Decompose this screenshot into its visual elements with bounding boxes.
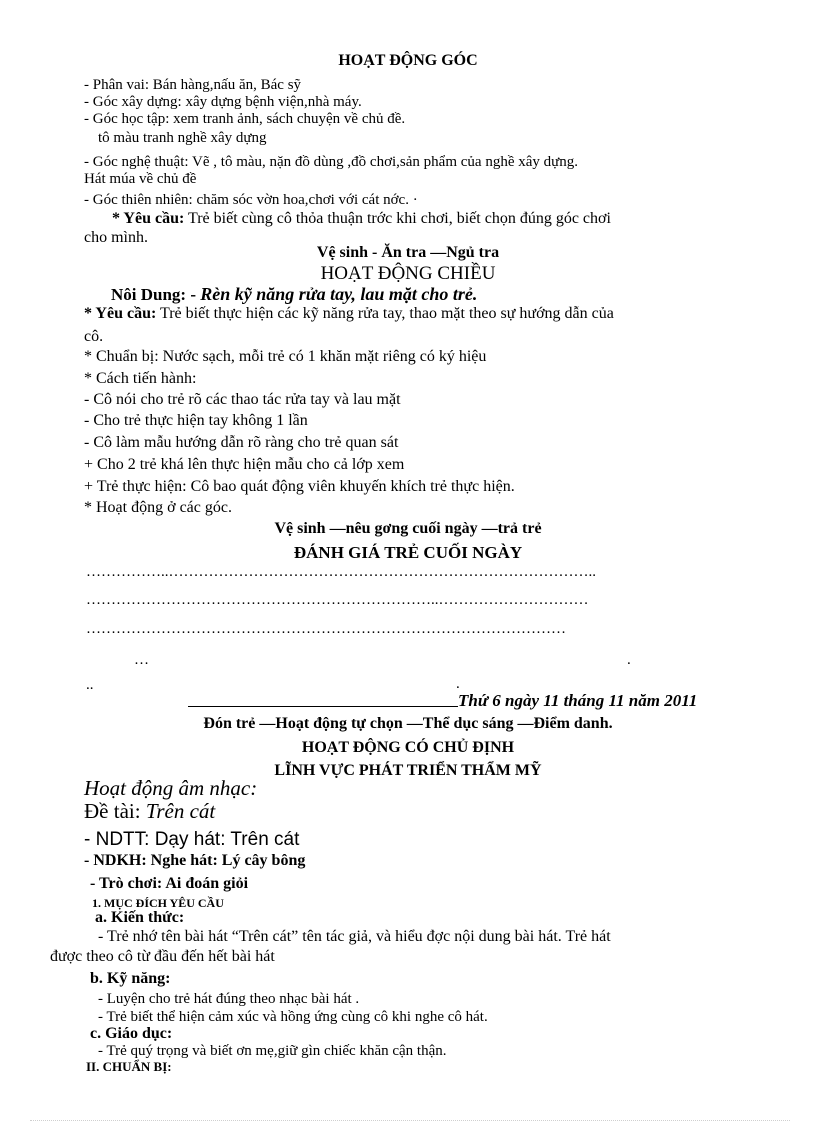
ve-sinh-an-ngu: Vệ sinh - Ăn tra —Ngủ tra	[316, 244, 500, 261]
chieu-yeu-cau	[84, 306, 614, 322]
de-tai	[84, 801, 215, 822]
eval-dotted-line: …	[134, 652, 149, 668]
ky-nang-heading: b. Kỹ năng:	[90, 970, 171, 987]
eval-dotted-line: ……………………………………………………………..…………………………	[86, 592, 589, 608]
chieu-chuan-bi: * Chuẩn bị: Nước sạch, mỗi trẻ có 1 khăn mặt riêng có ký hiệu	[84, 348, 487, 365]
kien-thuc-text-cont: được theo cô từ đầu đến hết bài hát	[50, 948, 275, 965]
chieu-yeu-cau-cont: cô.	[84, 328, 104, 345]
goc-thien-nhien: - Góc thiên nhiên: chăm sóc vờn hoa,chơi với cát nớc. ·	[84, 192, 418, 208]
de-tai-value: Trên cát	[145, 799, 216, 823]
routine-line: Đón trẻ —Hoạt động tự chọn —Thể dục sáng —Điểm danh.	[203, 715, 613, 732]
chieu-yeu-cau-label: * Yêu cầu:	[84, 305, 157, 322]
eval-dotted-line: .	[456, 676, 460, 692]
de-tai-label: Đề tài:	[84, 799, 146, 823]
chuan-bi-heading: II. CHUẨN BỊ:	[86, 1059, 172, 1074]
goc-hoc-tap: - Góc học tập: xem tranh ảnh, sách chuyện về chủ đề.	[84, 111, 406, 127]
chieu-yeu-cau-text: Trẻ biết thực hiện các kỹ năng rửa tay, thao mặt theo sự hướng dẫn của	[156, 305, 614, 322]
chieu-noi-dung-label: Nôi Dung: -	[111, 285, 201, 304]
chieu-cach-tien-hanh: * Cách tiến hành:	[84, 370, 197, 387]
goc-yeu-cau	[112, 211, 611, 227]
section-title-chieu: HOẠT ĐỘNG CHIỀU	[320, 263, 496, 284]
section-title-danh-gia: ĐÁNH GIÁ TRẺ CUỐI NGÀY	[293, 543, 523, 562]
chieu-step: * Hoạt động ở các góc.	[84, 499, 232, 516]
kien-thuc-text: - Trẻ nhớ tên bài hát “Trên cát” tên tác giả, và hiểu đợc nội dung bài hát. Trẻ hát	[98, 928, 611, 945]
chieu-step: - Cho trẻ thực hiện tay không 1 lần	[84, 412, 308, 429]
goc-nghe-thuat: - Góc nghệ thuật: Vẽ , tô màu, nặn đồ dùng ,đồ chơi,sản phẩm của nghề xây dựng.	[84, 154, 579, 170]
eval-dotted-line: ……………..…………………………………………………………………………..	[86, 564, 596, 580]
section-title-goc: HOẠT ĐỘNG GÓC	[338, 52, 478, 69]
date-rule	[188, 706, 458, 707]
goc-hoc-tap-cont: tô màu tranh nghề xây dựng	[98, 130, 267, 146]
date-line: Thứ 6 ngày 11 tháng 11 năm 2011	[458, 691, 698, 710]
muc-dich-heading: 1. MỤC ĐÍCH YÊU CẦU	[92, 896, 224, 910]
ndtt: - NDTT: Dạy hát: Trên cát	[84, 829, 300, 850]
giao-duc-text: - Trẻ quý trọng và biết ơn mẹ,giữ gìn chiếc khăn cận thận.	[98, 1043, 447, 1059]
chieu-step: - Cô nói cho trẻ rõ các thao tác rửa tay và lau mặt	[84, 391, 401, 408]
tro-choi: - Trò chơi: Ai đoán giỏi	[90, 875, 249, 892]
goc-xay-dung: - Góc xây dựng: xây dựng bệnh viện,nhà máy.	[84, 94, 362, 110]
ndkh: - NDKH: Nghe hát: Lý cây bông	[84, 852, 306, 869]
chieu-step: + Trẻ thực hiện: Cô bao quát động viên khuyến khích trẻ thực hiện.	[84, 478, 515, 495]
goc-yeu-cau-label: * Yêu cầu:	[112, 210, 185, 227]
linh-vuc: LĨNH VỰC PHÁT TRIỂN THẨM MỸ	[274, 762, 542, 779]
goc-yeu-cau-cont: cho mình.	[84, 229, 148, 246]
page-bottom-border	[30, 1120, 790, 1121]
chieu-noi-dung-text: Rèn kỹ năng rửa tay, lau mặt cho trẻ.	[200, 284, 478, 304]
ve-sinh-cuoi-ngay: Vệ sinh —nêu gơng cuối ngày —trả trẻ	[274, 520, 542, 537]
eval-dotted-line: ……………………………………………………………………………………	[86, 621, 566, 637]
chieu-noi-dung	[111, 285, 477, 303]
eval-dotted-line: .	[627, 652, 631, 668]
section-title-hdcd: HOẠT ĐỘNG CÓ CHỦ ĐỊNH	[301, 739, 515, 756]
ky-nang-text: - Luyện cho trẻ hát đúng theo nhạc bài hát .	[98, 991, 360, 1007]
kien-thuc-heading: a. Kiến thức:	[95, 909, 185, 926]
goc-phan-vai: - Phân vai: Bán hàng,nấu ăn, Bác sỹ	[84, 77, 302, 93]
goc-yeu-cau-text: Trẻ biết cùng cô thỏa thuận trớc khi chơi, biết chọn đúng góc chơi	[184, 210, 611, 227]
subject-heading: Hoạt động âm nhạc:	[84, 776, 258, 800]
chieu-step: - Cô làm mẫu hướng dẫn rõ ràng cho trẻ quan sát	[84, 434, 399, 451]
eval-dotted-line: ..	[86, 677, 94, 693]
goc-nghe-thuat-cont: Hát múa về chủ đề	[84, 171, 197, 187]
giao-duc-heading: c. Giáo dục:	[90, 1025, 173, 1042]
chieu-step: + Cho 2 trẻ khá lên thực hiện mẫu cho cả lớp xem	[84, 456, 405, 473]
ky-nang-text: - Trẻ biết thể hiện cảm xúc và hồng ứng cùng cô khi nghe cô hát.	[98, 1009, 488, 1025]
